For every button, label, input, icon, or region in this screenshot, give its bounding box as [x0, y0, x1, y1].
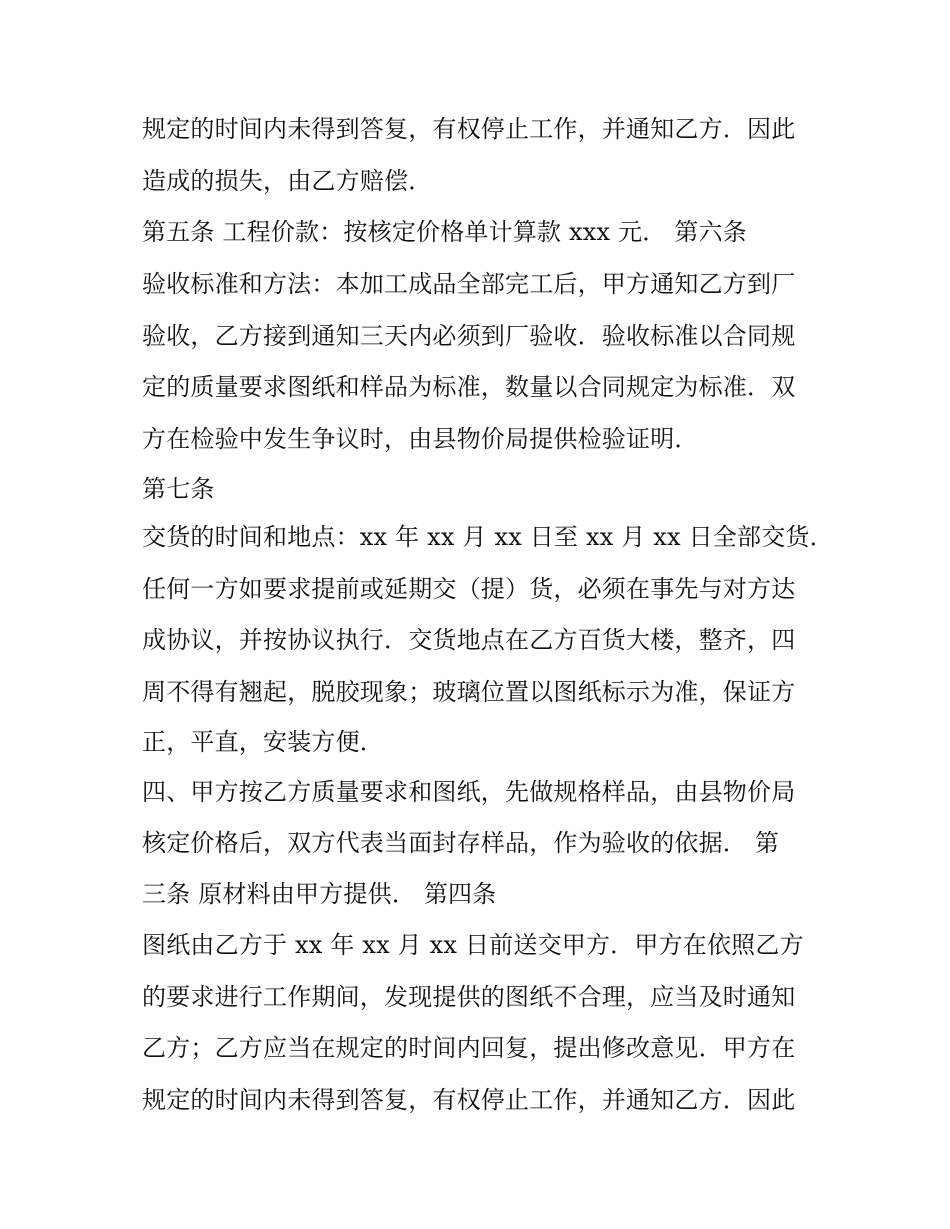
- text-line: 乙方；乙方应当在规定的时间内回复，提出修改意见．甲方在: [142, 1034, 796, 1062]
- text-line: 成协议，并按协议执行．交货地点在乙方百货大楼，整齐，四: [142, 626, 796, 654]
- text-line: 周不得有翘起，脱胶现象；玻璃位置以图纸标示为准，保证方: [142, 678, 796, 706]
- text-line: 定的质量要求图纸和样品为标准，数量以合同规定为标准．双: [142, 373, 796, 401]
- text-line: 方在检验中发生争议时，由县物价局提供检验证明．: [142, 425, 699, 453]
- text-line: 第七条: [142, 475, 215, 503]
- text-line: 三条 原材料由甲方提供． 第四条: [142, 880, 497, 908]
- text-line: 造成的损失，由乙方赔偿．: [142, 167, 433, 195]
- text-line: 四、甲方按乙方质量要求和图纸，先做规格样品，由县物价局: [142, 778, 796, 806]
- text-line: 的要求进行工作期间，发现提供的图纸不合理，应当及时通知: [142, 983, 796, 1011]
- text-line: 验收标准和方法：本加工成品全部完工后，甲方通知乙方到厂: [142, 270, 796, 298]
- text-line: 规定的时间内未得到答复，有权停止工作，并通知乙方．因此: [142, 1086, 796, 1114]
- text-line: 正，平直，安装方便．: [142, 728, 384, 756]
- text-line: 图纸由乙方于 xx 年 xx 月 xx 日前送交甲方．甲方在依照乙方: [142, 931, 804, 959]
- text-line: 交货的时间和地点：xx 年 xx 月 xx 日至 xx 月 xx 日全部交货．: [142, 523, 834, 551]
- text-line: 任何一方如要求提前或延期交（提）货，必须在事先与对方达: [142, 575, 796, 603]
- text-line: 第五条 工程价款：按核定价格单计算款 xxx 元． 第六条: [142, 218, 747, 246]
- text-line: 规定的时间内未得到答复，有权停止工作，并通知乙方．因此: [142, 115, 796, 143]
- text-line: 验收，乙方接到通知三天内必须到厂验收．验收标准以合同规: [142, 322, 796, 350]
- text-line: 核定价格后，双方代表当面封存样品，作为验收的依据． 第: [142, 829, 780, 857]
